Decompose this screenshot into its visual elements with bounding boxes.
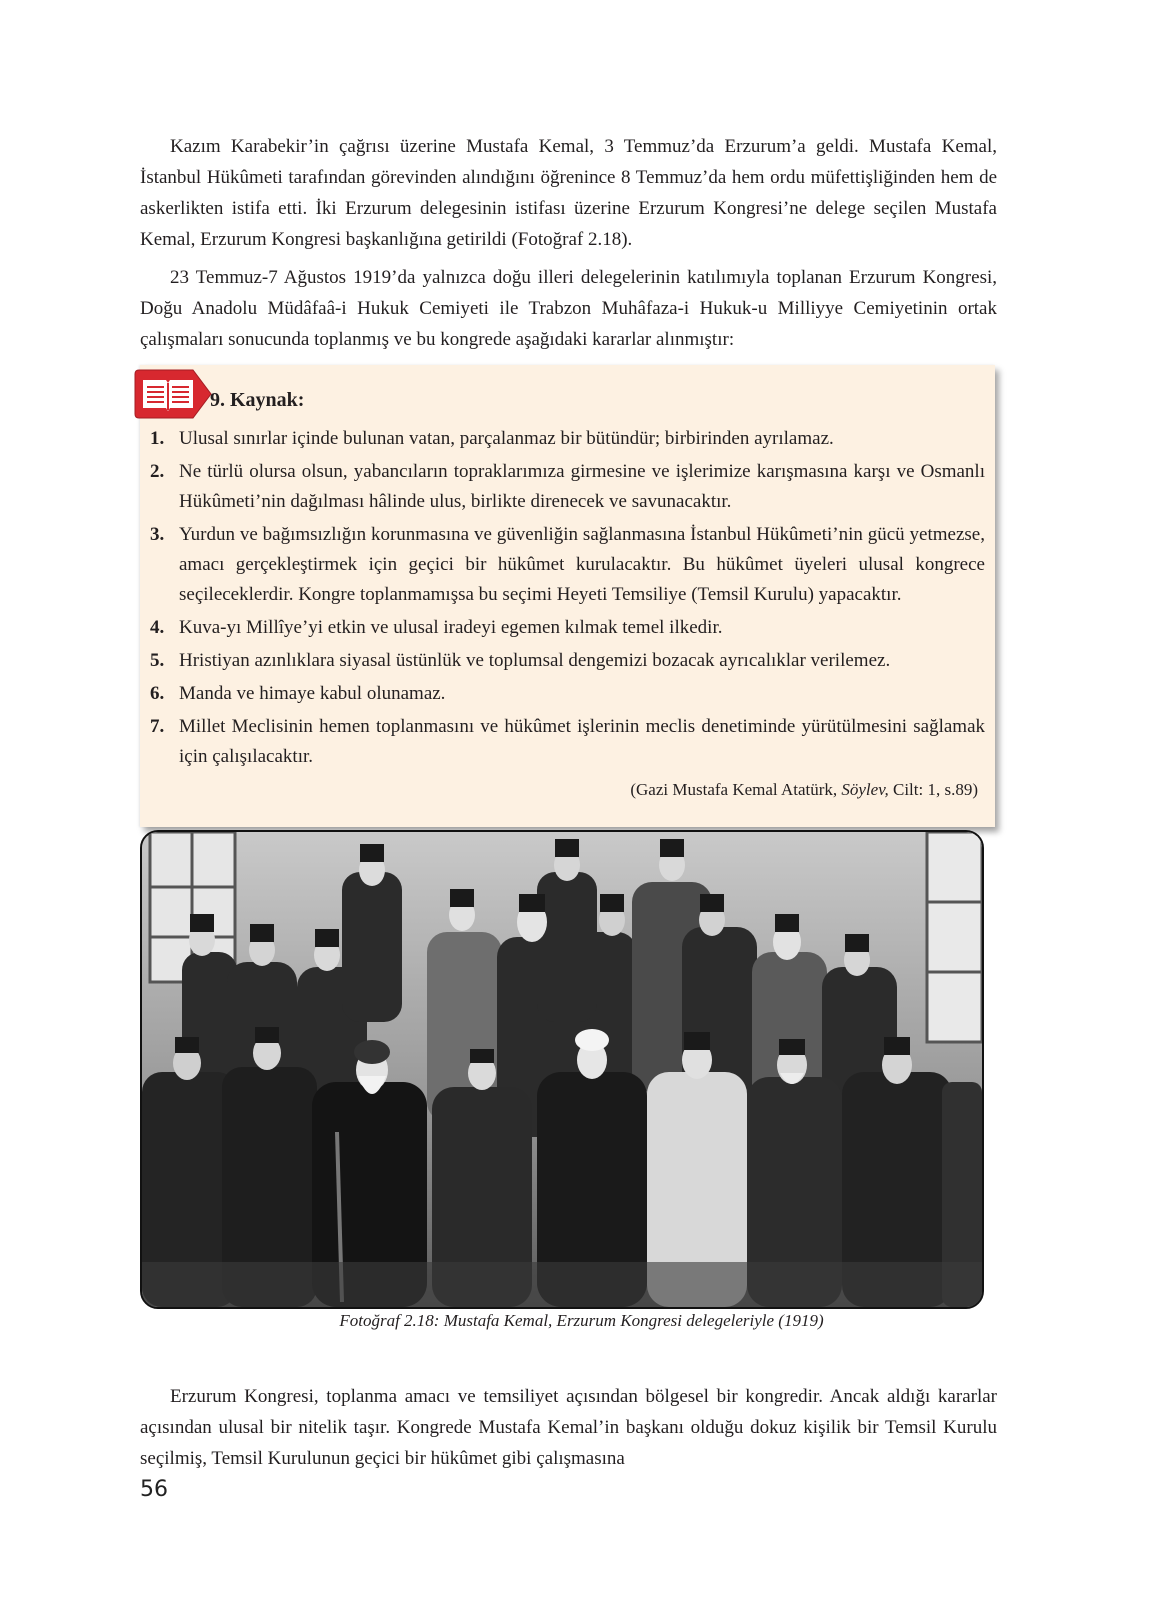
list-item — [150, 457, 985, 517]
list-item — [150, 712, 985, 772]
item-text: Ne türlü olursa olsun, yabancıların topraklarımıza girmesine ve işlerimize karışmasına karşı ve Osmanlı Hükûmeti’nin dağılması hâlinde ulus, birlikte direnecek ve savunacaktır. — [179, 461, 985, 512]
list-item — [150, 613, 985, 643]
item-number: 6. — [150, 683, 165, 704]
paragraph-congress: 23 Temmuz-7 Ağustos 1919’da yalnızca doğu illeri delegelerinin katılımıyla toplanan Erzurum Kongresi, Doğu Anadolu Müdâfaâ-i Hukuk Cemiyeti ile Trabzon Muhâfaza-i Hukuk-u Milliyye Cemiyetinin ortak çalışmaları sonucunda toplanmış ve bu kongrede aşağıdaki kararlar alınmıştır: — [140, 267, 997, 350]
item-text: Kuva-yı Millîye’yi etkin ve ulusal iradeyi egemen kılmak temel ilkedir. — [179, 617, 723, 638]
list-item — [150, 646, 985, 676]
item-number: 4. — [150, 617, 165, 638]
page-number: 56 — [140, 1477, 168, 1502]
source-title: 9. Kaynak: — [210, 389, 305, 411]
historical-photo — [140, 830, 984, 1309]
delegates-group-photo — [142, 832, 982, 1307]
item-text: Ulusal sınırlar içinde bulunan vatan, parçalanmaz bir bütündür; birbirinden ayrılamaz. — [179, 428, 834, 449]
list-item — [150, 679, 985, 709]
paragraph-congress-analysis: Erzurum Kongresi, toplanma amacı ve temsiliyet açısından bölgesel bir kongredir. Ancak aldığı kararlar açısından ulusal bir nitelik taşır. Kongrede Mustafa Kemal’in başkanı olduğu dokuz kişilik bir Temsil Kurulu seçilmiş, Temsil Kurulunun geçici bir hükûmet gibi çalışmasına — [140, 1386, 997, 1469]
list-item — [150, 424, 985, 454]
citation-author: (Gazi Mustafa Kemal Atatürk, — [630, 780, 842, 799]
item-text: Manda ve himaye kabul olunamaz. — [179, 683, 446, 704]
source-list — [150, 424, 985, 775]
item-number: 2. — [150, 461, 165, 482]
citation-volume: Cilt: 1, s.89) — [888, 780, 978, 799]
item-text: Yurdun ve bağımsızlığın korunmasına ve güvenliğin sağlanmasına İstanbul Hükûmeti’nin gücü yetmezse, amacı gerçekleştirmek için geçici bir hükûmet kurulacaktır. Bu hükûmet üyeleri ulusal kongrece seçileceklerdir. Kongre toplanmamışsa bu seçimi Heyeti Temsiliye (Temsil Kurulu) yapacaktır. — [179, 524, 985, 605]
item-text: Hristiyan azınlıklara siyasal üstünlük ve toplumsal dengemizi bozacak ayrıcalıklar verilemez. — [179, 650, 891, 671]
paragraph-intro: Kazım Karabekir’in çağrısı üzerine Mustafa Kemal, 3 Temmuz’da Erzurum’a geldi. Mustafa Kemal, İstanbul Hükûmeti tarafından görevinden alındığını öğrenince 8 Temmuz’da hem ordu müfettişliğinden hem de askerlikten istifa etti. İki Erzurum delegesinin istifası üzerine Erzurum Kongresi’ne delege seçilen Mustafa Kemal, Erzurum Kongresi başkanlığına getirildi (Fotoğraf 2.18). — [140, 136, 997, 250]
item-number: 3. — [150, 524, 165, 545]
item-number: 5. — [150, 650, 165, 671]
citation — [630, 780, 978, 800]
photo-caption: Fotoğraf 2.18: Mustafa Kemal, Erzurum Kongresi delegeleriyle (1919) — [339, 1311, 824, 1330]
open-book-icon — [131, 368, 213, 420]
item-number: 7. — [150, 716, 165, 737]
item-text: Millet Meclisinin hemen toplanmasını ve hükûmet işlerinin meclis denetiminde yürütülmesini sağlamak için çalışılacaktır. — [179, 716, 985, 767]
citation-work: Söylev, — [841, 780, 889, 799]
list-item — [150, 520, 985, 610]
item-number: 1. — [150, 428, 165, 449]
